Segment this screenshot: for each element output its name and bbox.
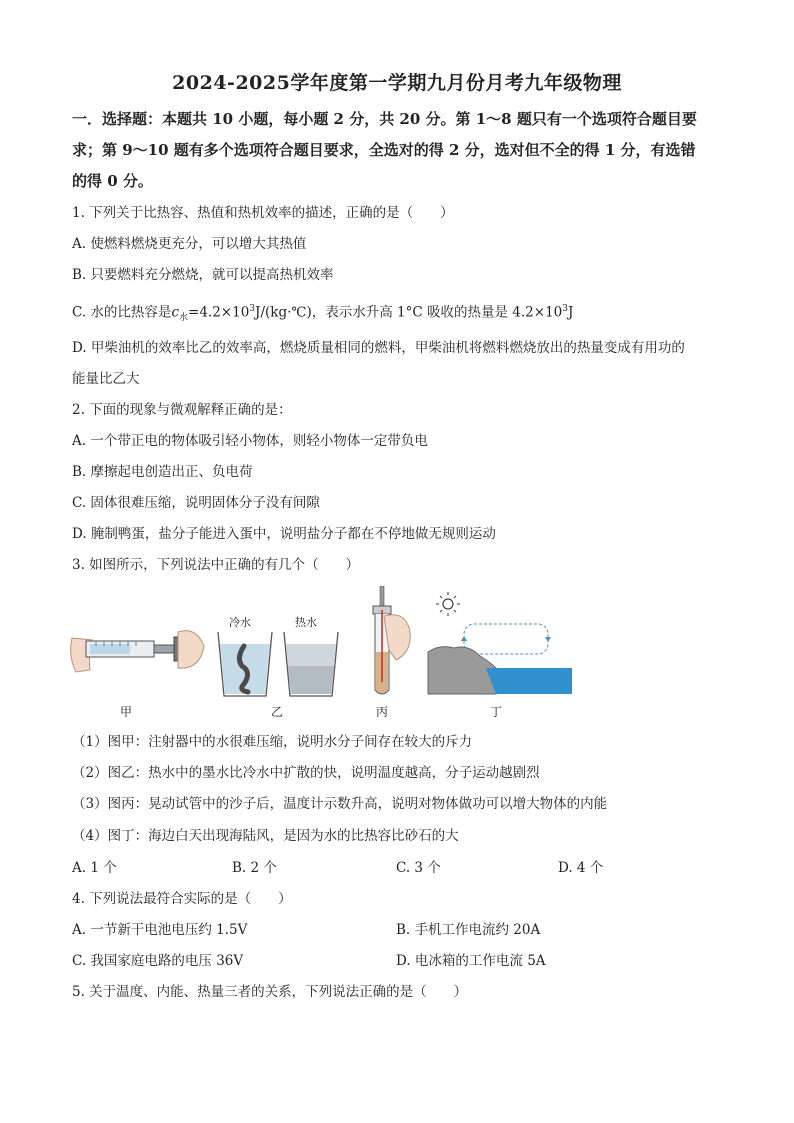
q1-option-d-line1: D. 甲柴油机的效率比乙的效率高，燃烧质量相同的燃料，甲柴油机将燃料燃烧放出的热量变成有用功的 [72, 340, 685, 356]
q1-option-c [72, 299, 573, 328]
q3-stem: 3. 如图所示，下列说法中正确的有几个（ ） [72, 557, 360, 573]
q1-option-a: A. 使燃料燃烧更充分，可以增大其热值 [72, 236, 307, 252]
caption-bing: 丙 [376, 705, 389, 719]
section-instructions [72, 104, 722, 197]
q3-statement-3: （3）图丙：晃动试管中的沙子后，温度计示数升高，说明对物体做功可以增大物体的内能 [72, 796, 608, 812]
figure-cold-water-beaker [218, 632, 272, 696]
q1-option-d-line2: 能量比乙大 [72, 371, 140, 387]
caption-yi: 乙 [271, 705, 284, 719]
q1-c-exp: 3 [249, 304, 256, 314]
section-line-3: 的得 0 分。 [72, 172, 153, 190]
q1-c-var: c [171, 304, 179, 321]
section-line-1: 一．选择题：本题共 10 小题，每小题 2 分，共 20 分。第 1～8 题只有一个选项符合题目要 [72, 110, 697, 128]
q3-option-c: C. 3 个 [396, 860, 441, 876]
q4-option-d: D. 电冰箱的工作电流 5A [396, 953, 546, 969]
section-line-2: 求；第 9～10 题有多个选项符合题目要求，全选对的得 2 分，选对但不全的得 1 分，有选错 [72, 141, 696, 159]
q1-stem: 1. 下列关于比热容、热值和热机效率的描述，正确的是（ ） [72, 205, 454, 221]
q1-option-b: B. 只要燃料充分燃烧，就可以提高热机效率 [72, 267, 334, 283]
q2-option-c: C. 固体很难压缩，说明固体分子没有间隙 [72, 495, 320, 511]
q2-stem: 2. 下面的现象与微观解释正确的是： [72, 402, 292, 418]
q4-option-c: C. 我国家庭电路的电压 36V [72, 953, 244, 969]
q1-c-prefix: C. 水的比热容是 [72, 304, 172, 321]
q1-c-unit: J/(kg·℃) [255, 304, 312, 321]
q3-statement-2: （2）图乙：热水中的墨水比冷水中扩散的快，说明温度越高，分子运动越剧烈 [72, 765, 540, 781]
q3-option-d: D. 4 个 [558, 860, 604, 876]
q1-c-val: =4.2×10 [188, 304, 250, 321]
hot-water-label: 热水 [295, 616, 317, 629]
figure-sea-land-breeze [428, 592, 572, 694]
q2-option-d: D. 腌制鸭蛋，盐分子能进入蛋中，说明盐分子都在不停地做无规则运动 [72, 526, 496, 542]
cold-water-label: 冷水 [229, 616, 251, 629]
q1-c-sub: 水 [179, 313, 189, 324]
q4-option-a: A. 一节新干电池电压约 1.5V [72, 922, 248, 938]
q2-option-a: A. 一个带正电的物体吸引轻小物体，则轻小物体一定带负电 [72, 433, 428, 449]
page-title: 2024-2025学年度第一学期九月份月考九年级物理 [172, 72, 622, 94]
caption-jia: 甲 [120, 705, 133, 719]
q3-option-b: B. 2 个 [232, 860, 277, 876]
q3-figure [66, 586, 586, 726]
figure-test-tube [373, 586, 410, 694]
q1-c-post-exp: 3 [562, 304, 568, 314]
caption-ding: 丁 [490, 705, 503, 719]
figure-syringe [71, 631, 204, 672]
q5-stem: 5. 关于温度、内能、热量三者的关系，下列说法正确的是（ ） [72, 984, 468, 1000]
q1-c-post-unit: J [568, 304, 574, 321]
q3-statement-4: （4）图丁：海边白天出现海陆风，是因为水的比热容比砂石的大 [72, 828, 459, 844]
q3-statement-1: （1）图甲：注射器中的水很难压缩，说明水分子间存在较大的斥力 [72, 734, 473, 750]
q4-option-b: B. 手机工作电流约 20A [396, 922, 541, 938]
q3-option-a: A. 1 个 [72, 860, 117, 876]
q2-option-b: B. 摩擦起电创造出正、负电荷 [72, 464, 253, 480]
q1-c-post: ，表示水升高 1°C 吸收的热量是 4.2×10 [311, 304, 563, 321]
q4-stem: 4. 下列说法最符合实际的是（ ） [72, 891, 292, 907]
figure-hot-water-beaker [284, 632, 338, 696]
sun-icon [443, 599, 453, 609]
